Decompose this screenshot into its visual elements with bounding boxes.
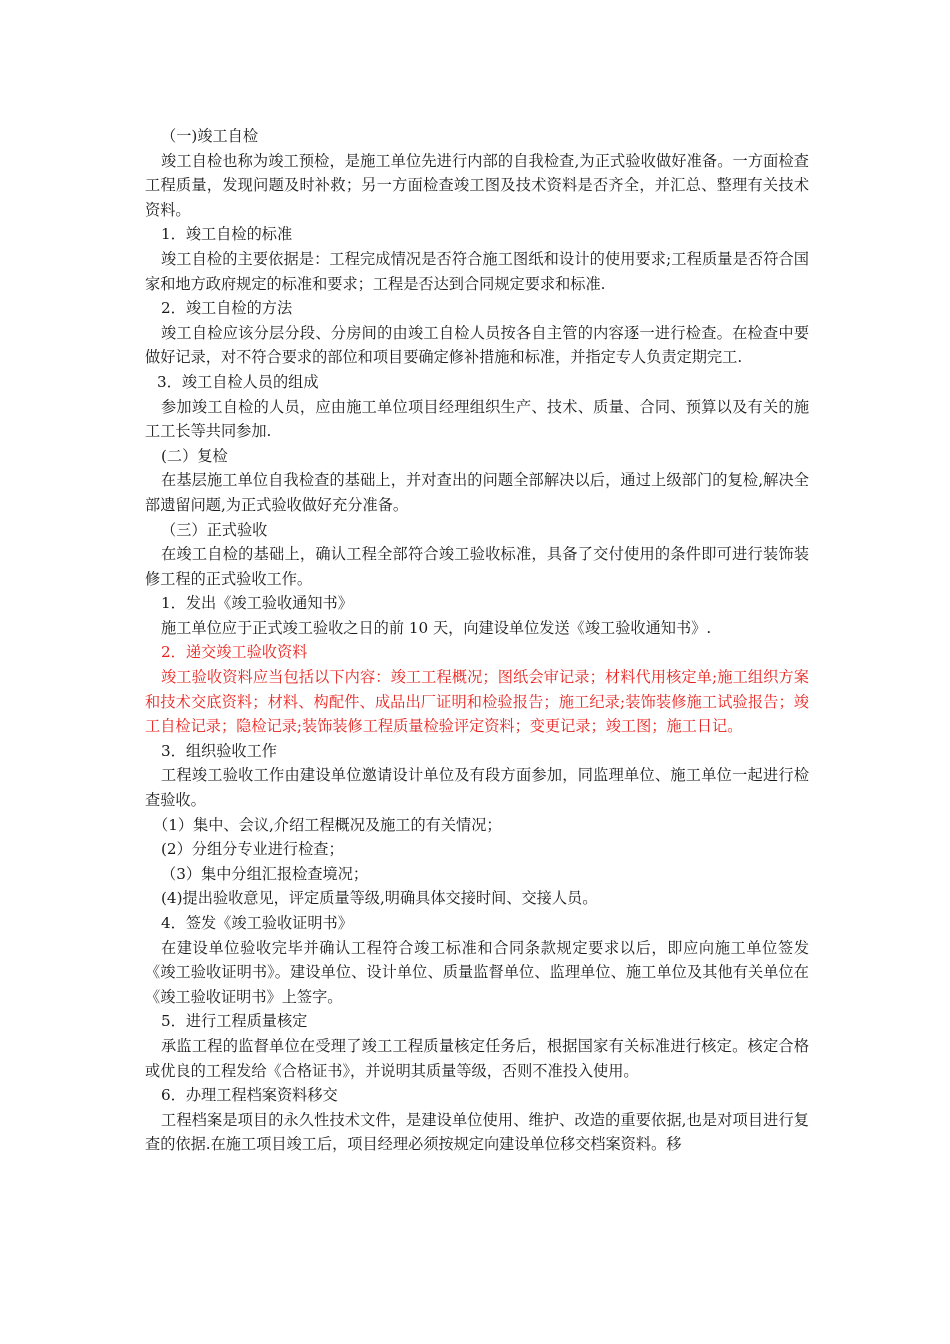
section-heading-recheck: (二）复检: [161, 446, 228, 465]
paragraph: 工程档案是项目的永久性技术文件，是建设单位使用、维护、改造的重要依据,也是对项目进行复查的依据.在施工项目竣工后，项目经理必须按规定向建设单位移交档案资料。移: [145, 1110, 809, 1154]
subsection-heading: 3．组织验收工作: [161, 741, 277, 760]
paragraph: 竣工自检的主要依据是：工程完成情况是否符合施工图纸和设计的使用要求;工程质量是否符合国家和地方政府规定的标准和要求；工程是否达到合同规定要求和标准.: [145, 249, 809, 293]
subsection-heading: 6．办理工程档案资料移交: [161, 1086, 338, 1105]
paragraph: 承监工程的监督单位在受理了竣工工程质量核定任务后，根据国家有关标准进行核定。核定合格或优良的工程发给《合格证书》，并说明其质量等级，否则不准投入使用。: [145, 1036, 809, 1080]
subsection-heading-highlighted: 2．递交竣工验收资料: [161, 643, 308, 662]
section-heading-self-inspection: （一)竣工自检: [161, 127, 259, 145]
paragraph: 竣工自检也称为竣工预检，是施工单位先进行内部的自我检查,为正式验收做好准备。一方面检查工程质量，发现问题及时补救；另一方面检查竣工图及技术资料是否齐全，并汇总、整理有关技术资料。: [145, 151, 809, 219]
list-item: （3）集中分组汇报检查境况；: [161, 864, 369, 883]
paragraph: 在建设单位验收完毕并确认工程符合竣工标准和合同条款规定要求以后，即应向施工单位签发《竣工验收证明书》。建设单位、设计单位、质量监督单位、监理单位、施工单位及其他有关单位在《竣工验收证明书》上签字。: [145, 938, 809, 1006]
subsection-heading: 4．签发《竣工验收证明书》: [161, 914, 353, 932]
paragraph-highlighted: 竣工验收资料应当包括以下内容：竣工工程概况；图纸会审记录；材料代用核定单;施工组织方案和技术交底资料；材料、构配件、成品出厂证明和检验报告；施工纪录;装饰装修施工试验报告；竣工自检记录；隐检记录;装饰装修工程质量检验评定资料；变更记录；竣工图；施工日记。: [145, 668, 809, 736]
subsection-heading: 1．竣工自检的标准: [161, 225, 293, 244]
subsection-heading: 5．进行工程质量核定: [161, 1012, 308, 1031]
list-item: (4)提出验收意见，评定质量等级,明确具体交接时间、交接人员。: [161, 889, 598, 908]
subsection-heading: 2．竣工自检的方法: [161, 299, 293, 318]
paragraph: 工程竣工验收工作由建设单位邀请设计单位及有段方面参加，同监理单位、施工单位一起进行检查验收。: [145, 766, 809, 810]
paragraph: 参加竣工自检的人员，应由施工单位项目经理组织生产、技术、质量、合同、预算以及有关的施工工长等共同参加.: [145, 397, 809, 441]
subsection-heading: 3．竣工自检人员的组成: [157, 372, 319, 391]
list-item: (2）分组分专业进行检查；: [161, 840, 344, 859]
list-item: （1）集中、会议,介绍工程概况及施工的有关情况；: [153, 815, 502, 834]
document-page: [145, 124, 809, 1157]
paragraph: 在基层施工单位自我检查的基础上，并对查出的问题全部解决以后，通过上级部门的复检,解决全部遗留问题,为正式验收做好充分准备。: [145, 471, 809, 514]
subsection-heading: 1．发出《竣工验收通知书》: [161, 594, 353, 613]
paragraph: 竣工自检应该分层分段、分房间的由竣工自检人员按各自主管的内容逐一进行检查。在检查中要做好记录，对不符合要求的部位和项目要确定修补措施和标准，并指定专人负责定期完工.: [145, 323, 809, 367]
section-heading-formal-acceptance: （三）正式验收: [161, 520, 268, 539]
paragraph: 在竣工自检的基础上，确认工程全部符合竣工验收标准，具备了交付使用的条件即可进行装饰装修工程的正式验收工作。: [145, 545, 809, 588]
paragraph: 施工单位应于正式竣工验收之日的前 10 天，向建设单位发送《竣工验收通知书》.: [161, 618, 712, 637]
